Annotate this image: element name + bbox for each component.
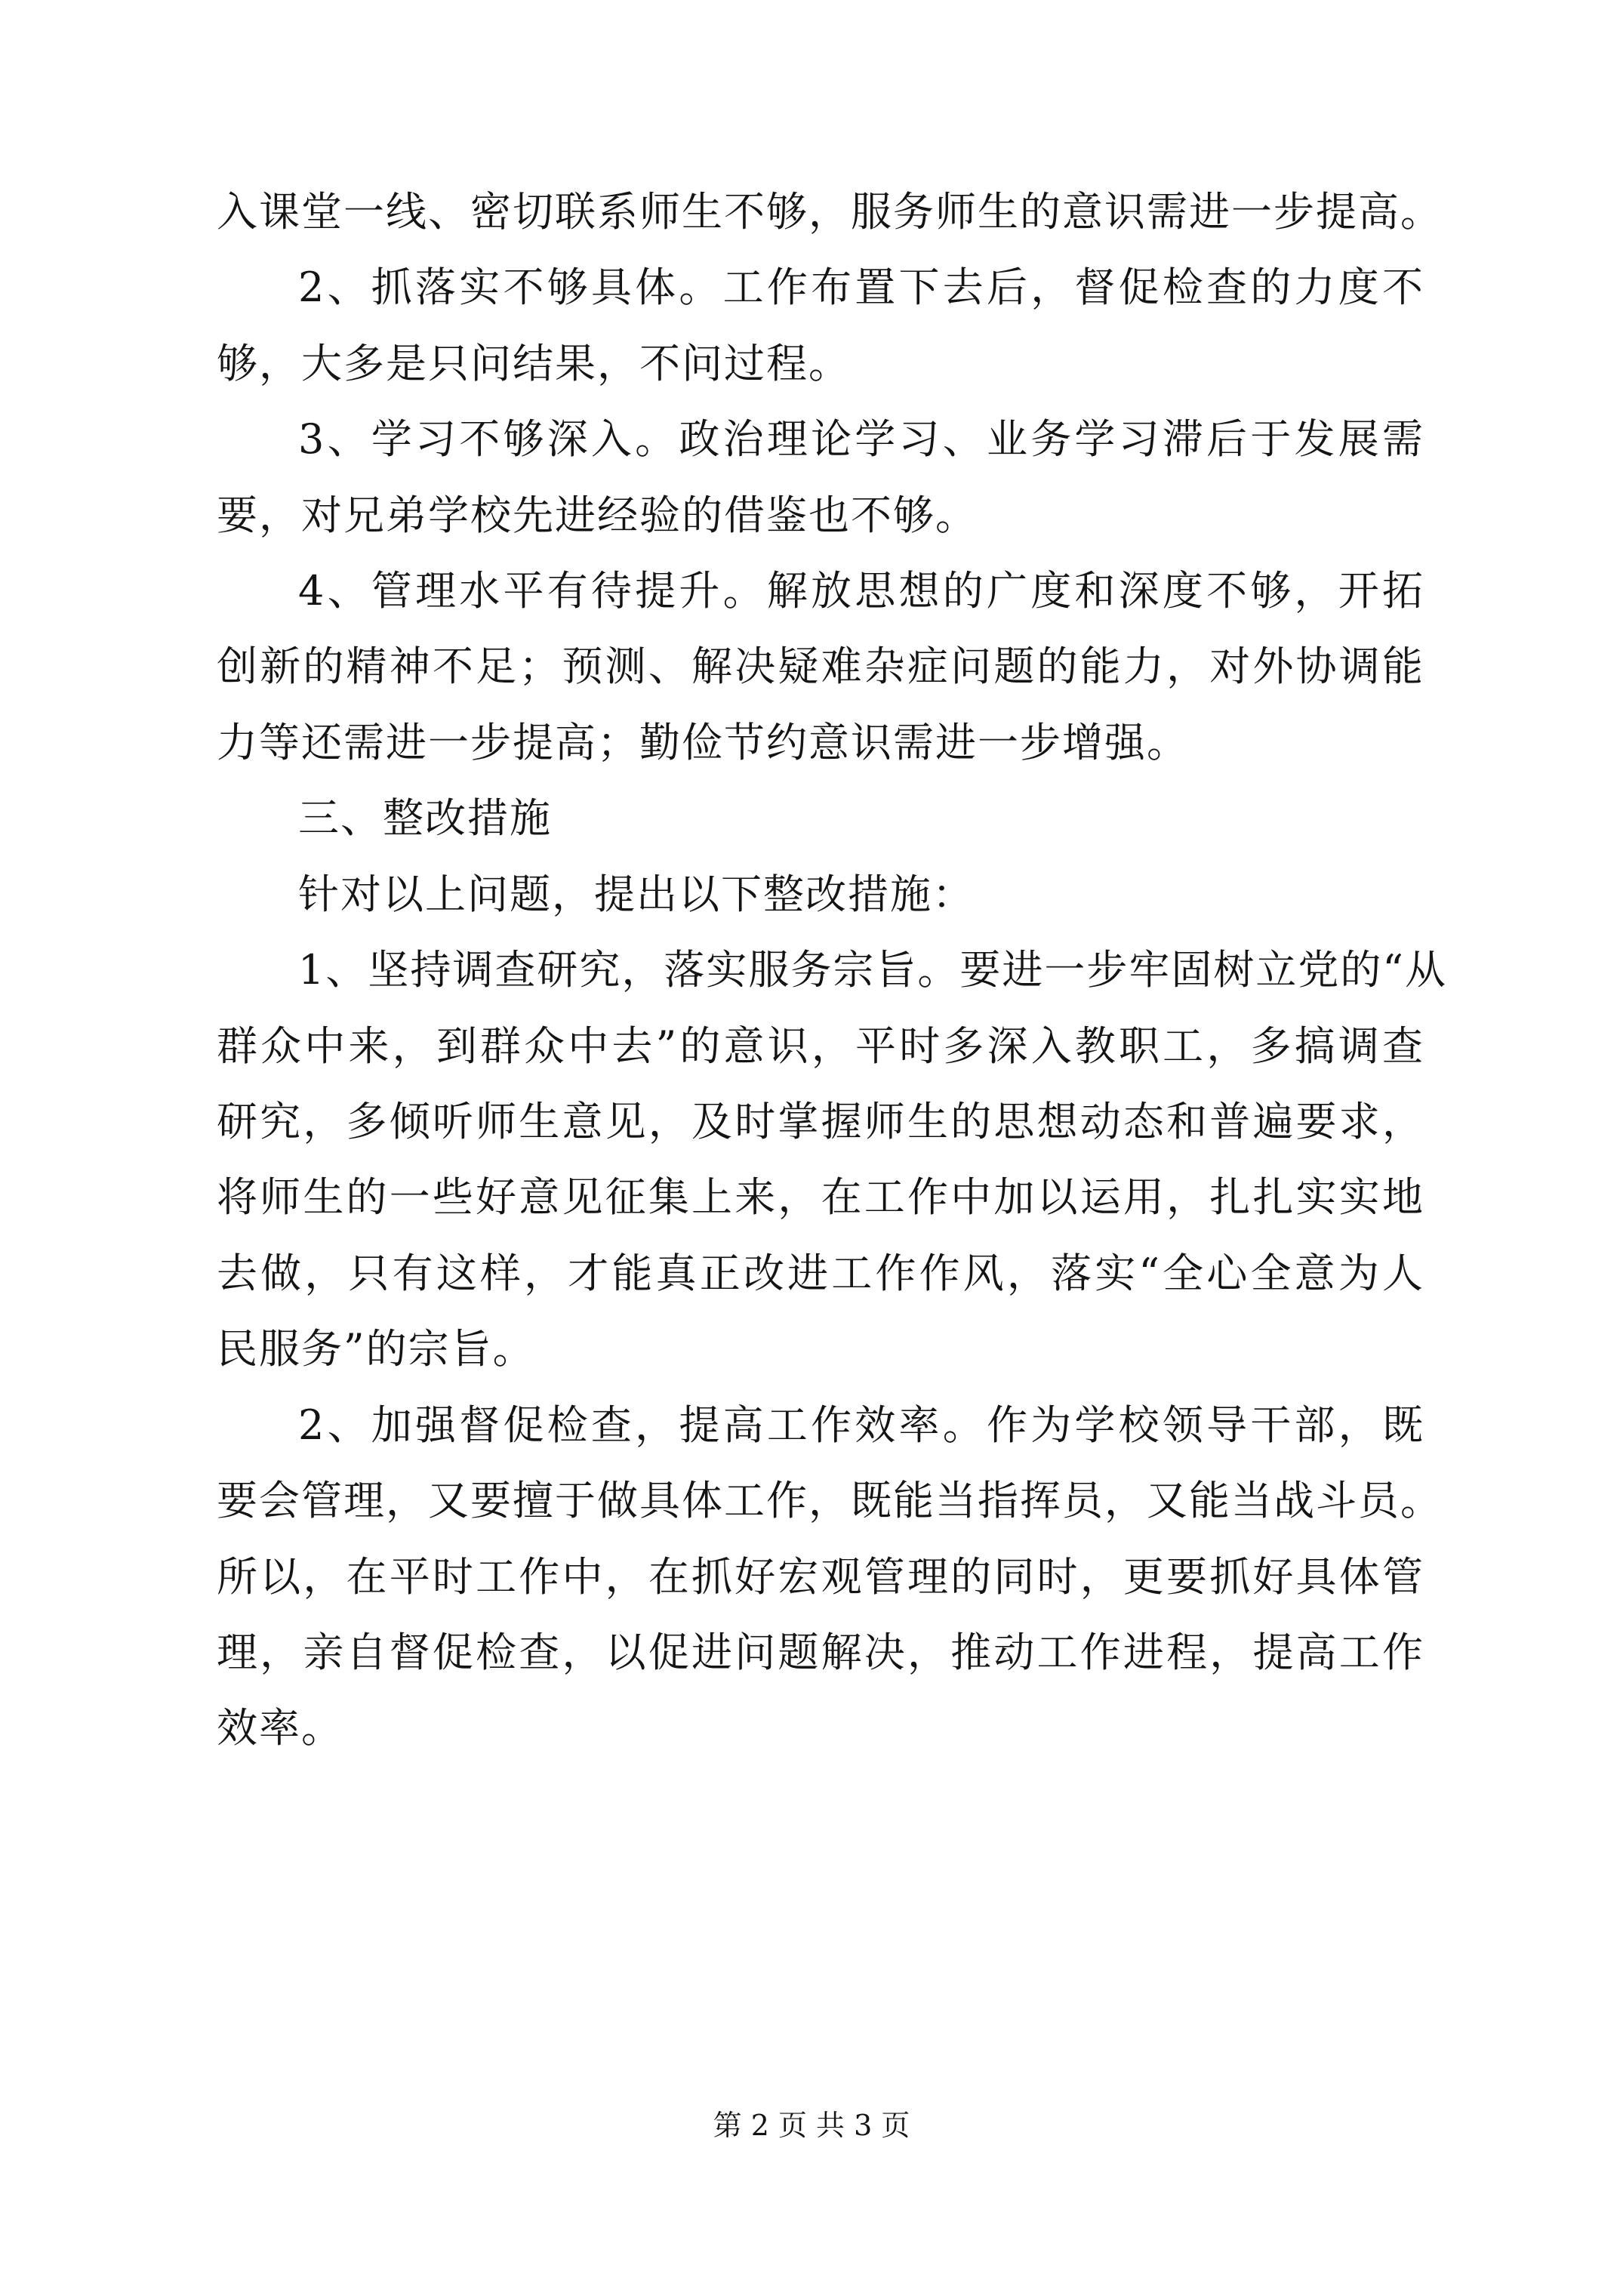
text-line: 力等还需进一步提高；勤俭节约意识需进一步增强。 <box>217 719 1189 766</box>
page-number-footer: 第 2 页 共 3 页 <box>713 2109 910 2142</box>
text-line: 2、加强督促检查，提高工作效率。作为学校领导干部，既 <box>298 1401 1424 1449</box>
text-line: 所以，在平时工作中，在抓好宏观管理的同时，更要抓好具体管 <box>217 1553 1424 1601</box>
text-line: 针对以上问题，提出以下整改措施： <box>298 871 975 918</box>
text-line: 4、管理水平有待提升。解放思想的广度和深度不够，开拓 <box>298 567 1424 615</box>
text-line: 2、抓落实不够具体。工作布置下去后，督促检查的力度不 <box>298 264 1424 311</box>
section-heading: 三、整改措施 <box>298 794 552 842</box>
text-line: 1、坚持调查研究，落实服务宗旨。要进一步牢固树立党的“从 <box>298 946 1447 994</box>
text-line: 研究，多倾听师生意见，及时掌握师生的思想动态和普遍要求， <box>217 1098 1424 1145</box>
text-line: 创新的精神不足；预测、解决疑难杂症问题的能力，对外协调能 <box>217 643 1424 690</box>
text-line: 去做，只有这样，才能真正改进工作作风，落实“全心全意为人 <box>217 1250 1424 1297</box>
text-line: 要会管理，又要擅于做具体工作，既能当指挥员，又能当战斗员。 <box>217 1477 1443 1524</box>
text-line: 入课堂一线、密切联系师生不够，服务师生的意识需进一步提高。 <box>217 188 1443 236</box>
text-line: 民服务”的宗旨。 <box>217 1325 535 1373</box>
text-line: 要，对兄弟学校先进经验的借鉴也不够。 <box>217 492 978 539</box>
text-line: 将师生的一些好意见征集上来，在工作中加以运用，扎扎实实地 <box>217 1173 1424 1221</box>
text-line: 效率。 <box>217 1704 343 1752</box>
text-line: 理，亲自督促检查，以促进问题解决，推动工作进程，提高工作 <box>217 1629 1424 1676</box>
text-line: 够，大多是只问结果，不问过程。 <box>217 340 851 387</box>
text-line: 3、学习不够深入。政治理论学习、业务学习滞后于发展需 <box>298 415 1424 463</box>
text-line: 群众中来，到群众中去”的意识，平时多深入教职工，多搞调查 <box>217 1022 1424 1070</box>
